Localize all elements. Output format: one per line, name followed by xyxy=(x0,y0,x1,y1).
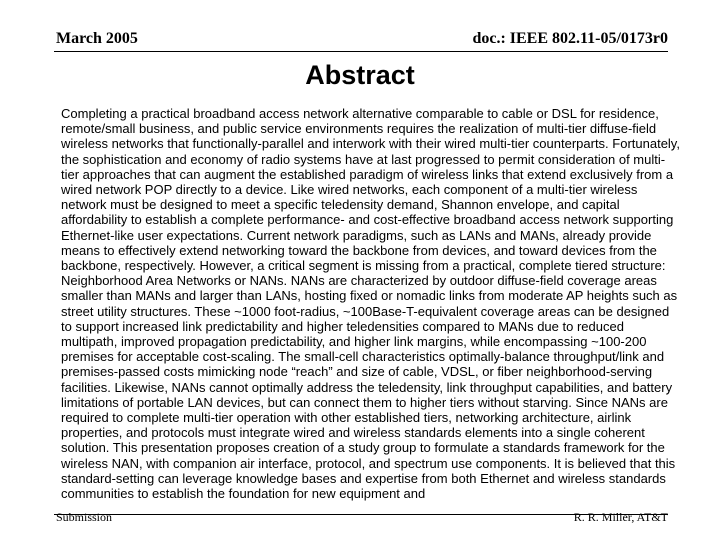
abstract-text: Completing a practical broadband access network alternative comparable to cable or DSL for residence, remote/small business, and public service environments requires the realization of multi-tier diffuse-field wireless networks that functionally-parallel and interwork with their wired multi-tier counterparts. Fortunately, the sophistication and economy of radio systems have at last progressed to permit consideration of multi-tier approaches that can augment the established paradigm of wireless links that extend exclusively from a wired network POP directly to a device. Like wired networks, each component of a multi-tier wireless network must be designed to meet a specific teledensity demand, Shannon envelope, and capital affordability to establish a complete performance- and cost-effective broadband access network supporting Ethernet-like user expectations. Current network paradigms, such as LANs and MANs, already provide means to effectively extend networking toward the backbone from devices, and toward devices from the backbone, respectively. However, a critical segment is missing from a practical, complete tiered structure: Neighborhood Area Networks or NANs. NANs are characterized by outdoor diffuse-field coverage areas smaller than MANs and larger than LANs, hosting fixed or nomadic links from moderate AP heights such as street utility structures. These ~1000 foot-radius, ~100Base-T-equivalent coverage areas can be designed to support increased link predictability and higher teledensities compared to MANs due to reduced multipath, improved propagation predictability, and higher link margins, while encompassing ~100-200 premises for acceptable cost-scaling. The small-cell characteristics optimally-balance throughput/link and premises-passed costs mimicking node “reach” and size of cable, VDSL, or fiber neighborhood-serving facilities. Likewise, NANs cannot optimally address the teledensity, link throughput capabilities, and battery limitations of portable LAN devices, but can connect them to higher tiers without starving. Since NANs are required to complete multi-tier operation with other established tiers, networking architecture, airlink properties, and protocols must integrate wired and wireless standards elements into a single coherent solution. This presentation proposes creation of a study group to formulate a standards framework for the wireless NAN, with companion air interface, protocol, and spectrum use components. It is believed that this standard-setting can leverage knowledge bases and expertise from both Ethernet and wireless standards communities to establish the foundation for new equipment and xyxy=(61,106,680,502)
header-date: March 2005 xyxy=(56,30,138,47)
footer-author: R. R. Miller, AT&T xyxy=(573,510,668,524)
footer-submission: Submission xyxy=(56,510,113,524)
header-doc-id: doc.: IEEE 802.11-05/0173r0 xyxy=(472,30,668,47)
header-rule xyxy=(54,51,668,52)
page-title: Abstract xyxy=(305,60,415,90)
